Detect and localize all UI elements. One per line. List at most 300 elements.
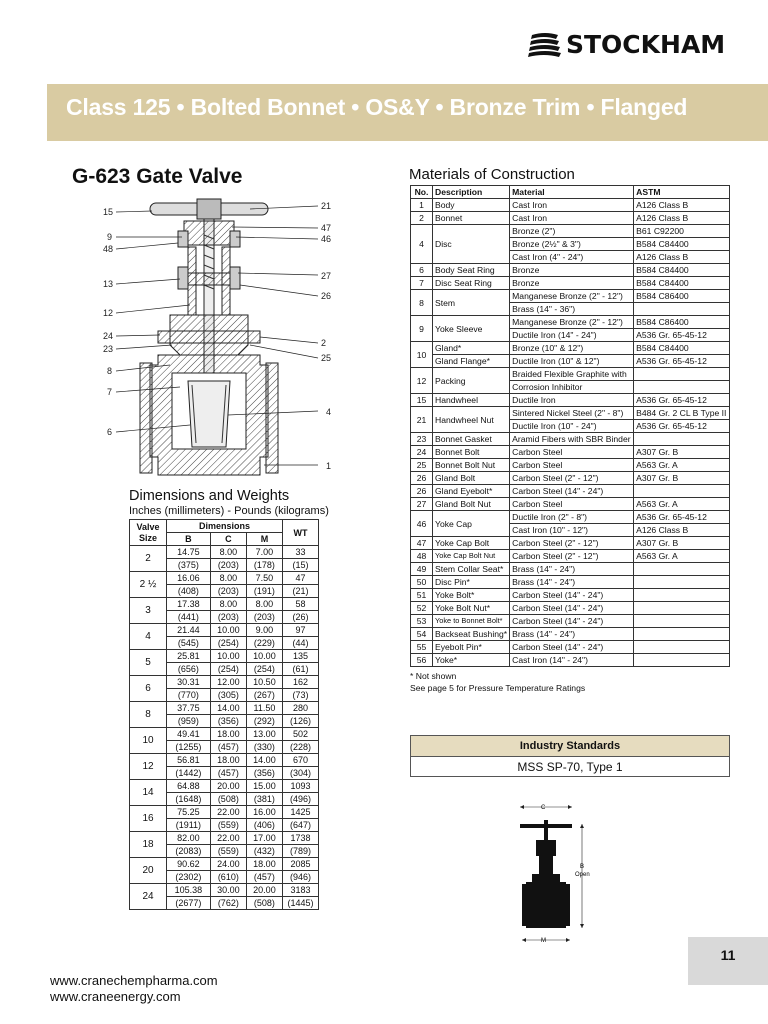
cell-size: 3 [130,598,167,624]
product-title: G-623 Gate Valve [72,165,243,188]
materials-heading: Materials of Construction [409,166,575,183]
cell-no: 49 [411,563,433,576]
material-row [411,290,730,303]
callout-left: 15 [103,207,114,217]
cell-astm: A563 Gr. A [634,498,730,511]
material-row [411,576,730,589]
col-m: M [246,533,282,546]
dimension-row [130,650,319,663]
cell-wt: 47 [283,572,319,585]
cell-m-mm: (457) [246,871,282,884]
cell-astm: A536 Gr. 65-45-12 [634,420,730,433]
cell-astm: B584 C86400 [634,316,730,329]
cell-no: 21 [411,407,433,433]
material-row [411,407,730,420]
material-row [411,498,730,511]
callout-left: 23 [103,344,114,354]
cell-astm [634,654,730,667]
cell-description: Bonnet Bolt Nut [433,459,510,472]
cell-b: 64.88 [167,780,211,793]
cell-m: 18.00 [246,858,282,871]
col-wt: WT [283,520,319,546]
cell-wt: 33 [283,546,319,559]
cell-c-mm: (254) [210,637,246,650]
cell-m: 16.00 [246,806,282,819]
cell-wt: 97 [283,624,319,637]
cell-material: Carbon Steel [510,459,634,472]
cell-material: Ductile Iron (10" - 24") [510,420,634,433]
cell-description: Bonnet [433,212,510,225]
dim-label-b: B [580,864,585,870]
cell-description: Gland Bolt [433,472,510,485]
cell-astm: B584 C84400 [634,264,730,277]
cell-b-mm: (441) [167,611,211,624]
dim-label-m: M [541,938,546,944]
footer-links [50,973,218,1005]
cell-material: Carbon Steel [510,446,634,459]
cell-wt-kg: (21) [283,585,319,598]
cell-wt: 3183 [283,884,319,897]
cell-description: Packing [433,368,510,394]
col-valve-size: Valve Size [130,520,167,546]
col-no: No. [411,186,433,199]
cell-size: 4 [130,624,167,650]
cell-b: 82.00 [167,832,211,845]
cell-wt-kg: (946) [283,871,319,884]
cell-m: 7.00 [246,546,282,559]
material-row [411,446,730,459]
cell-material: Corrosion Inhibitor [510,381,634,394]
material-row [411,537,730,550]
cell-wt-kg: (647) [283,819,319,832]
cell-material: Sintered Nickel Steel (2" - 8") [510,407,634,420]
cell-material: Bronze (2") [510,225,634,238]
cell-m-mm: (330) [246,741,282,754]
handwheel-hub [197,199,221,219]
cell-c-mm: (559) [210,845,246,858]
cell-material: Ductile Iron (14" - 24") [510,329,634,342]
cell-m: 14.00 [246,754,282,767]
dimension-row [130,780,319,793]
dimension-row [130,598,319,611]
cell-b-mm: (1648) [167,793,211,806]
note-not-shown: * Not shown [410,671,457,681]
cell-b: 30.31 [167,676,211,689]
industry-standards-box [410,735,730,777]
cell-wt-kg: (44) [283,637,319,650]
cell-size: 18 [130,832,167,858]
material-row [411,550,730,563]
cell-material: Aramid Fibers with SBR Binder [510,433,634,446]
cell-astm: A307 Gr. B [634,446,730,459]
cell-wt: 670 [283,754,319,767]
material-row [411,511,730,524]
dimension-row [130,858,319,871]
dimension-row [130,728,319,741]
cell-description: Gland* [433,342,510,355]
cell-m-mm: (267) [246,689,282,702]
cell-material: Manganese Bronze (2" - 12") [510,290,634,303]
material-row [411,394,730,407]
cell-m: 8.00 [246,598,282,611]
dimension-row [130,832,319,845]
cell-no: 6 [411,264,433,277]
cell-astm: B61 C92200 [634,225,730,238]
cell-astm: A307 Gr. B [634,537,730,550]
cell-size: 12 [130,754,167,780]
cell-no: 54 [411,628,433,641]
cell-astm: A126 Class B [634,524,730,537]
cell-astm [634,615,730,628]
callout-right: 46 [321,234,332,244]
col-description: Description [433,186,510,199]
cell-m: 10.00 [246,650,282,663]
footer-link-cranechempharma[interactable]: www.cranechempharma.com [50,973,218,988]
cell-no: 12 [411,368,433,394]
cell-description: Bonnet Bolt [433,446,510,459]
cell-wt: 502 [283,728,319,741]
callout-right: 1 [326,461,332,471]
cell-no: 53 [411,615,433,628]
cell-wt: 135 [283,650,319,663]
material-row [411,433,730,446]
cell-size: 20 [130,858,167,884]
cell-b: 75.25 [167,806,211,819]
cell-no: 15 [411,394,433,407]
cell-material: Cast Iron [510,212,634,225]
cell-c-mm: (203) [210,559,246,572]
cell-b-mm: (2302) [167,871,211,884]
dimension-row [130,624,319,637]
cell-b: 49.41 [167,728,211,741]
cell-no: 7 [411,277,433,290]
cell-description: Gland Flange* [433,355,510,368]
cell-wt-kg: (15) [283,559,319,572]
cell-astm: A536 Gr. 65-45-12 [634,394,730,407]
cell-c: 20.00 [210,780,246,793]
callout-right: 4 [326,407,332,417]
cell-description: Body Seat Ring [433,264,510,277]
callout-right: 26 [321,291,332,301]
cell-c-mm: (203) [210,585,246,598]
cell-size: 8 [130,702,167,728]
cell-b-mm: (959) [167,715,211,728]
callout-left: 13 [103,279,114,289]
cell-m-mm: (356) [246,767,282,780]
material-row [411,602,730,615]
cell-c-mm: (508) [210,793,246,806]
cell-no: 27 [411,498,433,511]
dimensions-subheading: Inches (millimeters) - Pounds (kilograms) [129,505,329,517]
col-b: B [167,533,211,546]
cell-wt: 58 [283,598,319,611]
cell-size: 10 [130,728,167,754]
yoke-cap [184,221,234,245]
cell-description: Handwheel Nut [433,407,510,433]
cell-astm [634,628,730,641]
cell-c-mm: (457) [210,741,246,754]
cell-astm: A126 Class B [634,212,730,225]
cell-no: 8 [411,290,433,316]
cell-b-mm: (545) [167,637,211,650]
cell-c: 22.00 [210,806,246,819]
cell-wt-kg: (61) [283,663,319,676]
footer-link-craneenergy[interactable]: www.craneenergy.com [50,989,181,1004]
cell-material: Cast Iron (10" - 12") [510,524,634,537]
cell-c-mm: (254) [210,663,246,676]
dimension-row [130,806,319,819]
material-row [411,472,730,485]
cell-b: 105.38 [167,884,211,897]
materials-table [410,185,730,667]
material-row [411,277,730,290]
dimension-row [130,884,319,897]
cell-description: Gland Bolt Nut [433,498,510,511]
cell-description: Yoke* [433,654,510,667]
cell-astm: A563 Gr. A [634,550,730,563]
cell-no: 1 [411,199,433,212]
material-row [411,563,730,576]
cell-wt-kg: (228) [283,741,319,754]
callout-right: 2 [321,338,327,348]
cell-astm [634,563,730,576]
cell-material: Carbon Steel [510,498,634,511]
cell-astm: A536 Gr. 65-45-12 [634,355,730,368]
cell-b-mm: (408) [167,585,211,598]
cell-astm: B584 C84400 [634,238,730,251]
cell-m: 20.00 [246,884,282,897]
cell-c: 24.00 [210,858,246,871]
standards-heading: Industry Standards [411,736,729,757]
page-number: 11 [720,947,736,963]
note-pressure-ratings: See page 5 for Pressure Temperature Ratings [410,682,586,693]
cell-description: Stem [433,290,510,316]
cell-wt-kg: (26) [283,611,319,624]
cell-size: 14 [130,780,167,806]
cell-c: 8.00 [210,546,246,559]
material-row [411,628,730,641]
cell-m-mm: (406) [246,819,282,832]
cell-astm [634,589,730,602]
callout-right: 47 [321,223,332,233]
cell-astm: A126 Class B [634,251,730,264]
valve-outline-diagram [512,800,602,948]
cell-description: Yoke Bolt* [433,589,510,602]
cell-m-mm: (508) [246,897,282,910]
material-row [411,641,730,654]
cell-material: Carbon Steel (14" - 24") [510,485,634,498]
cell-m-mm: (191) [246,585,282,598]
cell-description: Yoke Cap [433,511,510,537]
callout-left: 48 [103,244,114,254]
callout-right: 27 [321,271,332,281]
cell-no: 47 [411,537,433,550]
cell-astm [634,602,730,615]
material-row [411,615,730,628]
callout-left: 7 [107,387,113,397]
col-c: C [210,533,246,546]
cell-wt: 1425 [283,806,319,819]
cell-b: 37.75 [167,702,211,715]
cell-no: 52 [411,602,433,615]
cell-wt-kg: (496) [283,793,319,806]
cell-material: Bronze [510,264,634,277]
cell-wt-kg: (126) [283,715,319,728]
material-row [411,225,730,238]
cell-b-mm: (770) [167,689,211,702]
cell-material: Carbon Steel (2" - 12") [510,537,634,550]
cell-c: 10.00 [210,650,246,663]
col-dimensions: Dimensions [167,520,283,533]
cell-astm: A536 Gr. 65-45-12 [634,511,730,524]
cell-wt-kg: (789) [283,845,319,858]
cell-material: Bronze (10" & 12") [510,342,634,355]
cell-c: 14.00 [210,702,246,715]
cell-b: 16.06 [167,572,211,585]
callout-right: 25 [321,353,332,363]
cell-description: Yoke Bolt Nut* [433,602,510,615]
material-row [411,589,730,602]
callout-left: 8 [107,366,113,376]
cell-b: 17.38 [167,598,211,611]
dim-label-c: C [541,805,546,811]
cell-size: 5 [130,650,167,676]
cell-material: Carbon Steel (2" - 12") [510,472,634,485]
cell-no: 46 [411,511,433,537]
cell-material: Brass (14" - 24") [510,576,634,589]
banner-title: Class 125 • Bolted Bonnet • OS&Y • Bronze Trim • Flanged [66,94,688,120]
material-row [411,316,730,329]
cell-astm: B484 Gr. 2 CL B Type II [634,407,730,420]
cell-description: Body [433,199,510,212]
cell-m-mm: (178) [246,559,282,572]
cell-material: Carbon Steel (14" - 24") [510,615,634,628]
brand-name: STOCKHAM [566,29,726,59]
cell-astm [634,433,730,446]
cell-c-mm: (762) [210,897,246,910]
materials-notes [410,671,585,694]
material-row [411,654,730,667]
cell-description: Eyebolt Pin* [433,641,510,654]
cell-material: Bronze [510,277,634,290]
cell-astm [634,368,730,381]
cell-material: Carbon Steel (14" - 24") [510,602,634,615]
dimensions-heading: Dimensions and Weights [129,488,290,504]
cell-b-mm: (1442) [167,767,211,780]
cell-size: 2 [130,546,167,572]
cell-no: 48 [411,550,433,563]
cell-description: Yoke Cap Bolt Nut [433,550,510,563]
cell-description: Disc Seat Ring [433,277,510,290]
material-row [411,485,730,498]
cell-material: Cast Iron [510,199,634,212]
cell-size: 2 ½ [130,572,167,598]
cell-wt: 280 [283,702,319,715]
cell-description: Yoke Sleeve [433,316,510,342]
cell-wt: 2085 [283,858,319,871]
cell-c: 8.00 [210,598,246,611]
cell-c: 22.00 [210,832,246,845]
cell-astm [634,381,730,394]
dim-label-open: Open [575,872,590,878]
cell-m: 15.00 [246,780,282,793]
cell-material: Carbon Steel (2" - 12") [510,550,634,563]
cell-no: 25 [411,459,433,472]
cell-b: 21.44 [167,624,211,637]
cell-astm: B584 C86400 [634,290,730,303]
cell-no: 23 [411,433,433,446]
cell-material: Manganese Bronze (2" - 12") [510,316,634,329]
cell-c-mm: (356) [210,715,246,728]
material-row [411,459,730,472]
cell-c-mm: (610) [210,871,246,884]
cell-no: 56 [411,654,433,667]
cell-c-mm: (305) [210,689,246,702]
cell-description: Disc Pin* [433,576,510,589]
cell-material: Carbon Steel (14" - 24") [510,589,634,602]
cell-wt: 162 [283,676,319,689]
callout-right: 21 [321,201,332,211]
cell-b-mm: (2677) [167,897,211,910]
cell-b-mm: (1911) [167,819,211,832]
cell-no: 26 [411,472,433,485]
cell-b-mm: (2083) [167,845,211,858]
cell-description: Yoke Cap Bolt [433,537,510,550]
cell-material: Cast Iron (4" - 24") [510,251,634,264]
material-row [411,264,730,277]
cell-wt-kg: (1445) [283,897,319,910]
cell-astm [634,641,730,654]
material-row [411,212,730,225]
dimension-row [130,702,319,715]
cell-no: 2 [411,212,433,225]
cell-b-mm: (1255) [167,741,211,754]
cell-m-mm: (203) [246,611,282,624]
cell-description: Stem Collar Seat* [433,563,510,576]
standards-value: MSS SP-70, Type 1 [517,760,623,774]
cell-size: 6 [130,676,167,702]
cell-m: 9.00 [246,624,282,637]
cell-no: 24 [411,446,433,459]
cell-description: Backseat Bushing* [433,628,510,641]
cell-m: 17.00 [246,832,282,845]
cell-no: 4 [411,225,433,264]
cell-astm [634,485,730,498]
cell-b: 56.81 [167,754,211,767]
cell-astm [634,303,730,316]
cell-c: 18.00 [210,728,246,741]
cell-wt: 1738 [283,832,319,845]
material-row [411,342,730,355]
cell-material: Ductile Iron (2" - 8") [510,511,634,524]
cell-c-mm: (203) [210,611,246,624]
cell-c: 10.00 [210,624,246,637]
cell-c: 30.00 [210,884,246,897]
cell-astm: A126 Class B [634,199,730,212]
cell-m: 13.00 [246,728,282,741]
cell-description: Bonnet Gasket [433,433,510,446]
callout-left: 6 [107,427,113,437]
cell-no: 55 [411,641,433,654]
callout-left: 24 [103,331,114,341]
cell-m: 11.50 [246,702,282,715]
cell-size: 16 [130,806,167,832]
col-material: Material [510,186,634,199]
cell-material: Brass (14" - 36") [510,303,634,316]
cell-astm: A563 Gr. A [634,459,730,472]
cell-c: 12.00 [210,676,246,689]
material-row [411,368,730,381]
